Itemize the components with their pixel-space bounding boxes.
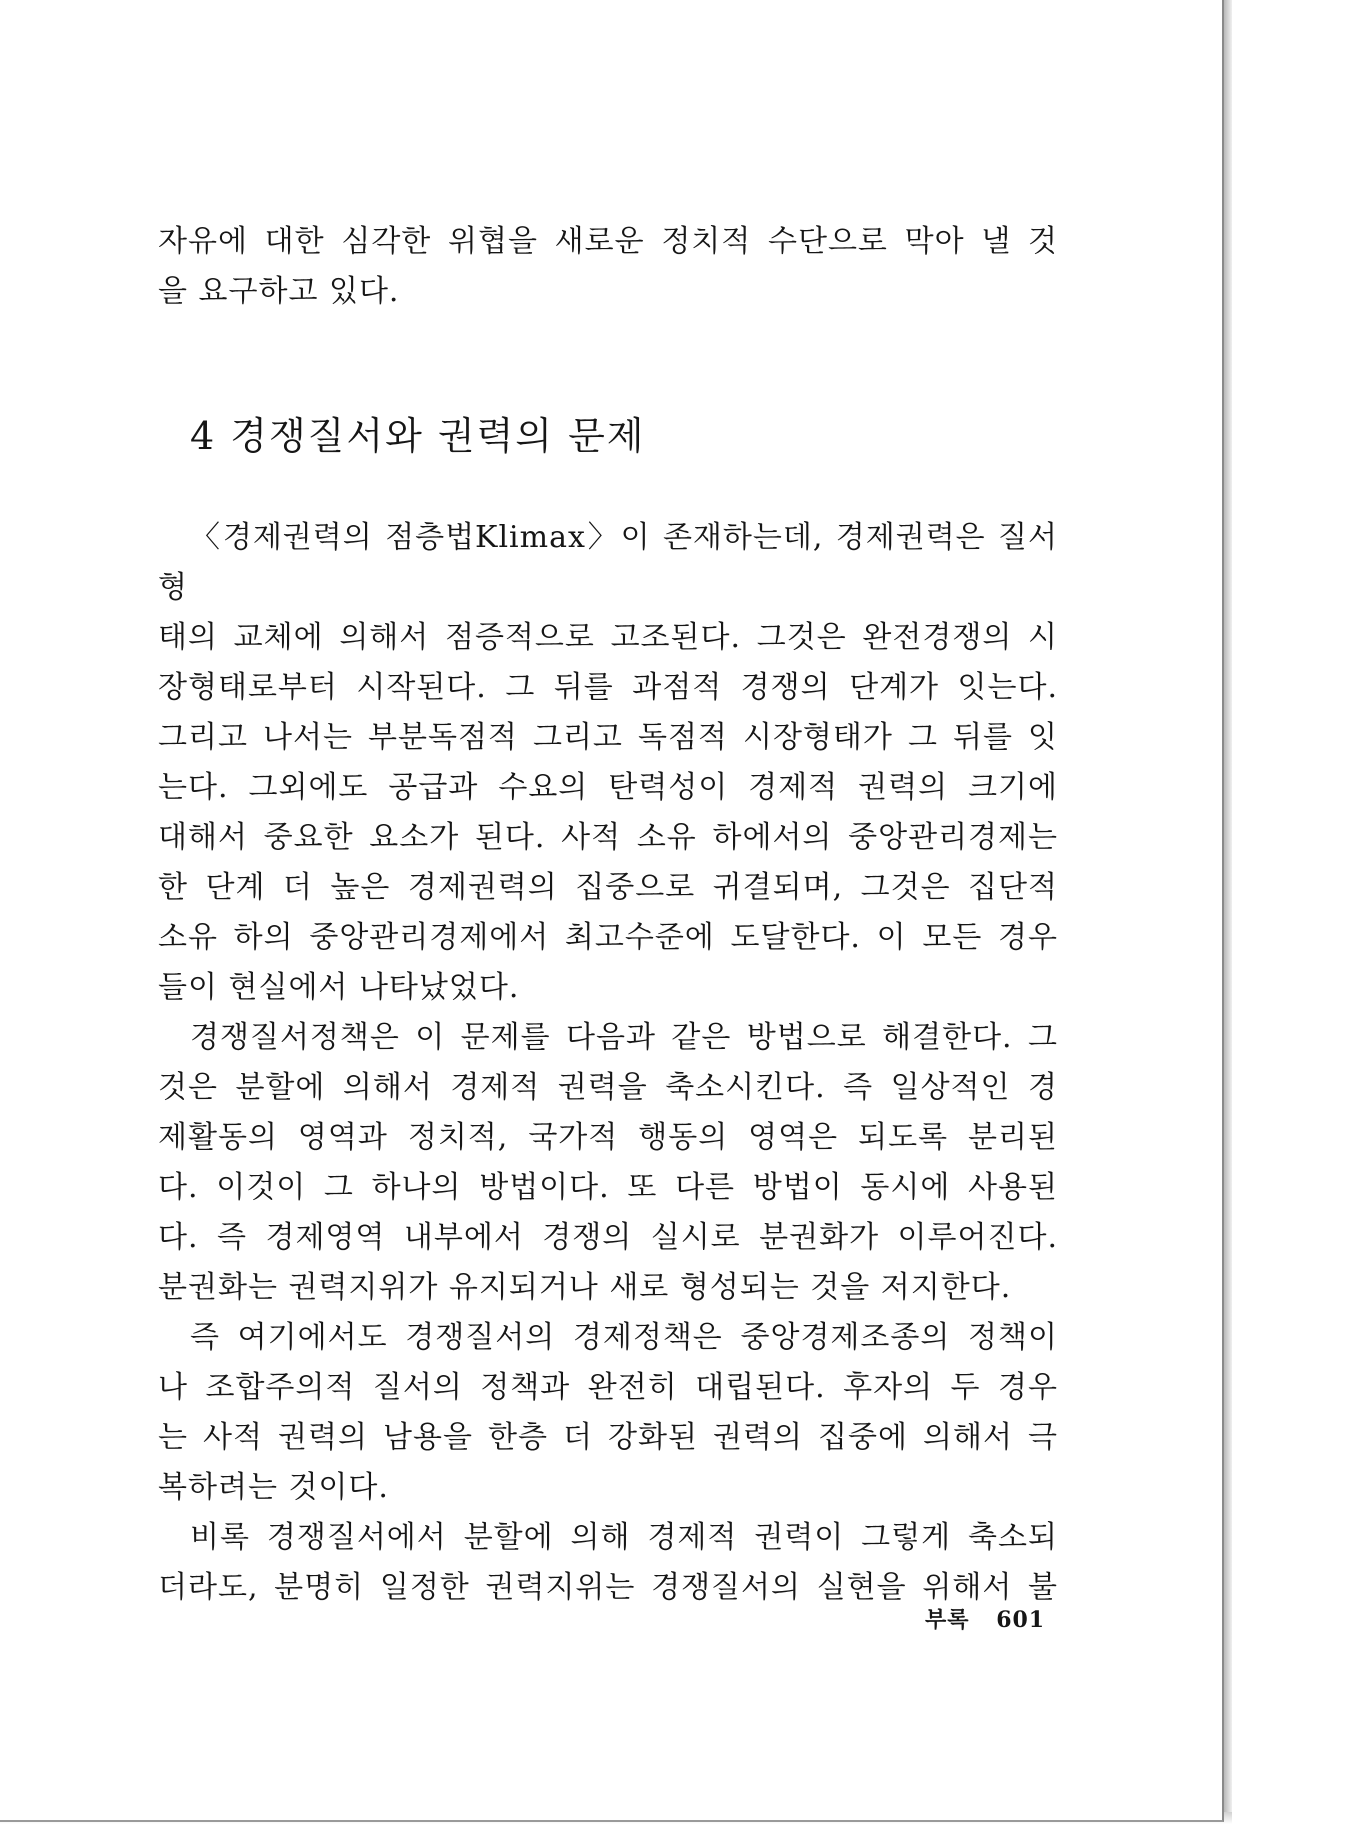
text-line: 제활동의 영역과 정치적, 국가적 행동의 영역은 되도록 분리된	[158, 1120, 1058, 1155]
text-line: 자유에 대한 심각한 위협을 새로운 정치적 수단으로 막아 낼 것	[158, 224, 1058, 259]
text-line: 는다. 그외에도 공급과 수요의 탄력성이 경제적 권력의 크기에	[158, 770, 1058, 805]
text-line: 그리고 나서는 부분독점적 그리고 독점적 시장형태가 그 뒤를 잇	[158, 720, 1058, 755]
text-line: 복하려는 것이다.	[158, 1470, 389, 1505]
intro-paragraph	[158, 217, 1058, 317]
text-line: 〈경제권력의 점층법Klimax〉이 존재하는데, 경제권력은 질서형	[158, 520, 1058, 605]
text-line: 다. 이것이 그 하나의 방법이다. 또 다른 방법이 동시에 사용된	[158, 1170, 1058, 1205]
page-footer	[925, 1603, 1045, 1634]
footer-label: 부록	[925, 1607, 970, 1633]
section-body	[158, 513, 1058, 1613]
text-line: 더라도, 분명히 일정한 권력지위는 경쟁질서의 실현을 위해서 불	[158, 1570, 1058, 1605]
text-line: 분권화는 권력지위가 유지되거나 새로 형성되는 것을 저지한다.	[158, 1270, 1012, 1305]
text-line: 장형태로부터 시작된다. 그 뒤를 과점적 경쟁의 단계가 잇는다.	[158, 670, 1058, 705]
text-line: 는 사적 권력의 남용을 한층 더 강화된 권력의 집중에 의해서 극	[158, 1420, 1058, 1455]
section-heading: 4 경쟁질서와 권력의 문제	[190, 414, 646, 458]
text-line: 들이 현실에서 나타났었다.	[158, 970, 520, 1005]
page-number: 601	[996, 1607, 1046, 1633]
text-line: 즉 여기에서도 경쟁질서의 경제정책은 중앙경제조종의 정책이	[190, 1320, 1058, 1355]
text-line: 대해서 중요한 요소가 된다. 사적 소유 하에서의 중앙관리경제는	[158, 820, 1058, 855]
text-line: 한 단계 더 높은 경제권력의 집중으로 귀결되며, 그것은 집단적	[158, 870, 1058, 905]
text-line: 다. 즉 경제영역 내부에서 경쟁의 실시로 분권화가 이루어진다.	[158, 1220, 1058, 1255]
text-line: 경쟁질서정책은 이 문제를 다음과 같은 방법으로 해결한다. 그	[190, 1020, 1058, 1055]
text-line: 소유 하의 중앙관리경제에서 최고수준에 도달한다. 이 모든 경우	[158, 920, 1058, 955]
text-line: 태의 교체에 의해서 점증적으로 고조된다. 그것은 완전경쟁의 시	[158, 620, 1058, 655]
text-line: 것은 분할에 의해서 경제적 권력을 축소시킨다. 즉 일상적인 경	[158, 1070, 1058, 1105]
text-line: 을 요구하고 있다.	[158, 274, 400, 309]
text-line: 나 조합주의적 질서의 정책과 완전히 대립된다. 후자의 두 경우	[158, 1370, 1058, 1405]
text-line: 비록 경쟁질서에서 분할에 의해 경제적 권력이 그렇게 축소되	[190, 1520, 1058, 1555]
